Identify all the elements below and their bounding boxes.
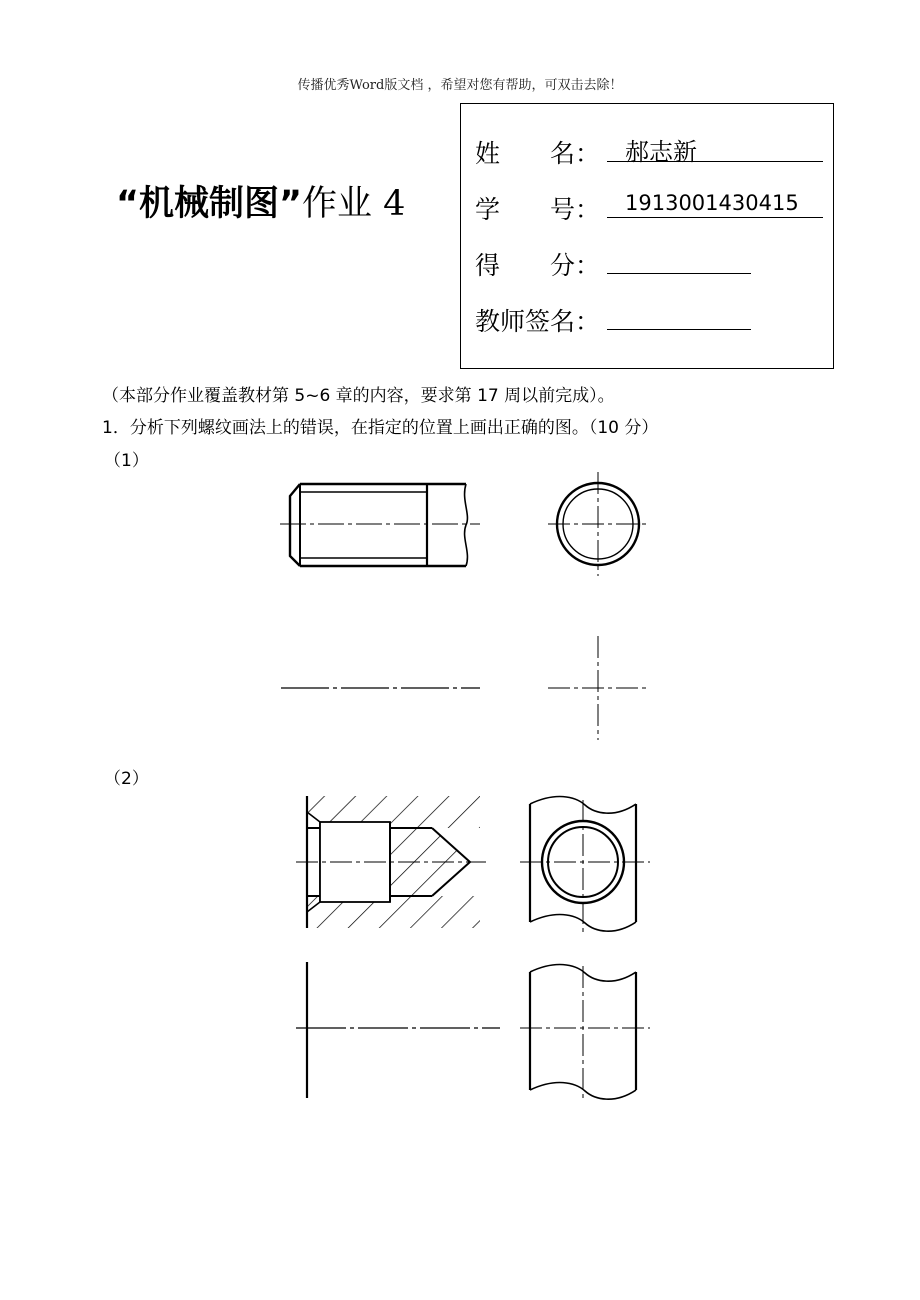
score-label: 得 分：	[475, 251, 601, 280]
teacher-label: 教师签名：	[475, 307, 601, 336]
answer-area-2	[296, 962, 650, 1099]
title-main: “机械制图”	[116, 184, 303, 224]
question-1: 1．分析下列螺纹画法上的错误，在指定的位置上画出正确的图。（10 分）	[102, 418, 659, 438]
title-rest: 作业	[302, 184, 373, 224]
part-1-label: （1）	[104, 451, 149, 471]
id-field[interactable]: 1913001430415	[607, 188, 823, 218]
id-label: 学 号：	[475, 195, 601, 224]
intro-text: （本部分作业覆盖教材第 5~6 章的内容，要求第 17 周以前完成）。	[102, 386, 615, 406]
name-label: 姓 名：	[475, 139, 601, 168]
name-field[interactable]: 郝志新	[607, 132, 823, 162]
threaded-hole-section	[296, 796, 486, 928]
threaded-hole-end-view	[520, 797, 650, 934]
bolt-end-view	[548, 472, 650, 576]
title-number: 4	[383, 184, 406, 224]
answer-area-1	[281, 636, 650, 740]
watermark-text: 传播优秀Word版文档 ，希望对您有帮助，可双击去除！	[297, 78, 623, 93]
part-2-label: （2）	[104, 769, 149, 789]
bolt-side-view	[280, 484, 480, 566]
